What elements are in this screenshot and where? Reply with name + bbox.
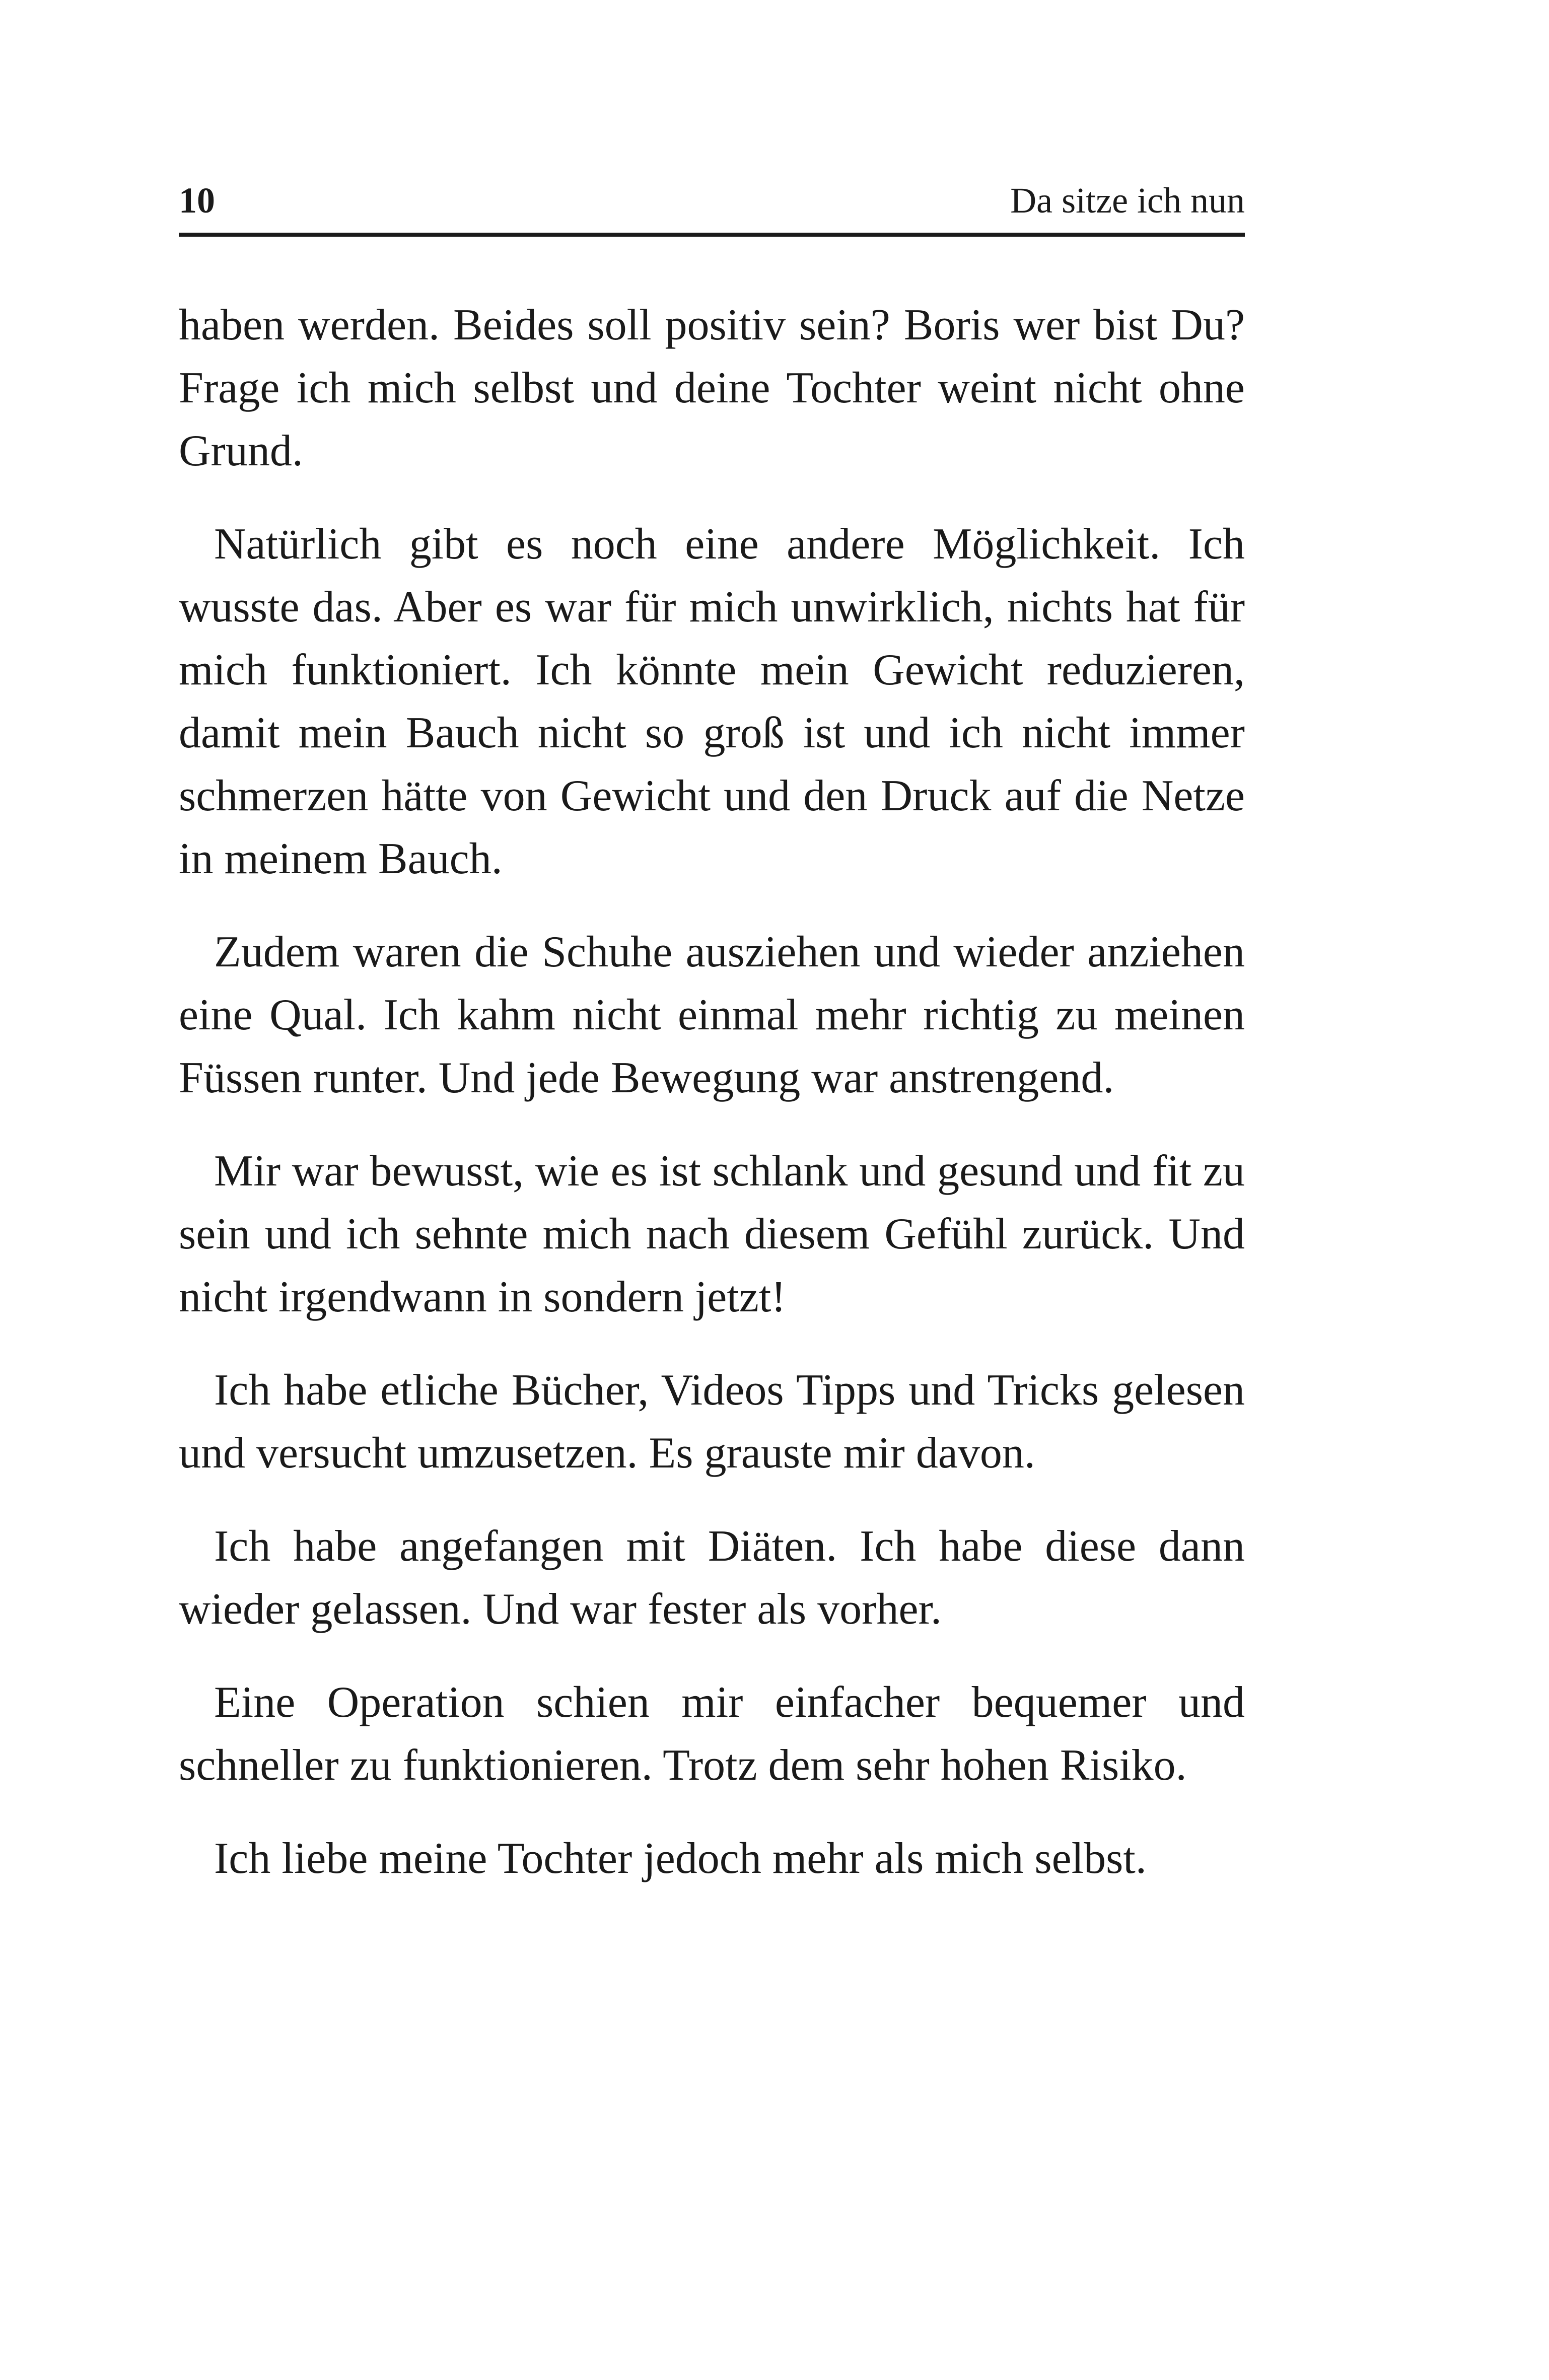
body-text — [179, 294, 1245, 1920]
page-number: 10 — [179, 180, 215, 221]
page-header — [179, 177, 1245, 224]
running-title: Da sitze ich nun — [1010, 180, 1245, 221]
paragraph-7: Eine Operation schien mir einfacher bequemer und schneller zu funktionieren. Trotz dem sehr hohen Risiko. — [179, 1678, 1245, 1790]
paragraph-2: Natürlich gibt es noch eine andere Möglichkeit. Ich wusste das. Aber es war für mich unwirklich, nichts hat für mich funktioniert. Ich könnte mein Gewicht reduzieren, damit mein Bauch nicht so groß ist und ich nicht immer schmerzen hätte von Gewicht und den Druck auf die Netze in meinem Bauch. — [179, 520, 1245, 883]
paragraph-3: Zudem waren die Schuhe ausziehen und wieder anziehen eine Qual. Ich kahm nicht einmal mehr richtig zu meinen Füssen runter. Und jede Bewegung war anstrengend. — [179, 928, 1245, 1102]
paragraph-5: Ich habe etliche Bücher, Videos Tipps und Tricks gelesen und versucht umzusetzen. Es grauste mir davon. — [179, 1366, 1245, 1478]
header-rule — [179, 233, 1245, 237]
paragraph-4: Mir war bewusst, wie es ist schlank und gesund und fit zu sein und ich sehnte mich nach diesem Gefühl zurück. Und nicht irgendwann in sondern jetzt! — [179, 1147, 1245, 1321]
paragraph-6: Ich habe angefangen mit Diäten. Ich habe diese dann wieder gelassen. Und war fester als vorher. — [179, 1522, 1245, 1634]
paragraph-8: Ich liebe meine Tochter jedoch mehr als mich selbst. — [214, 1834, 1147, 1883]
paragraph-1: haben werden. Beides soll positiv sein? Boris wer bist Du? Frage ich mich selbst und deine Tochter weint nicht ohne Grund. — [179, 301, 1245, 475]
